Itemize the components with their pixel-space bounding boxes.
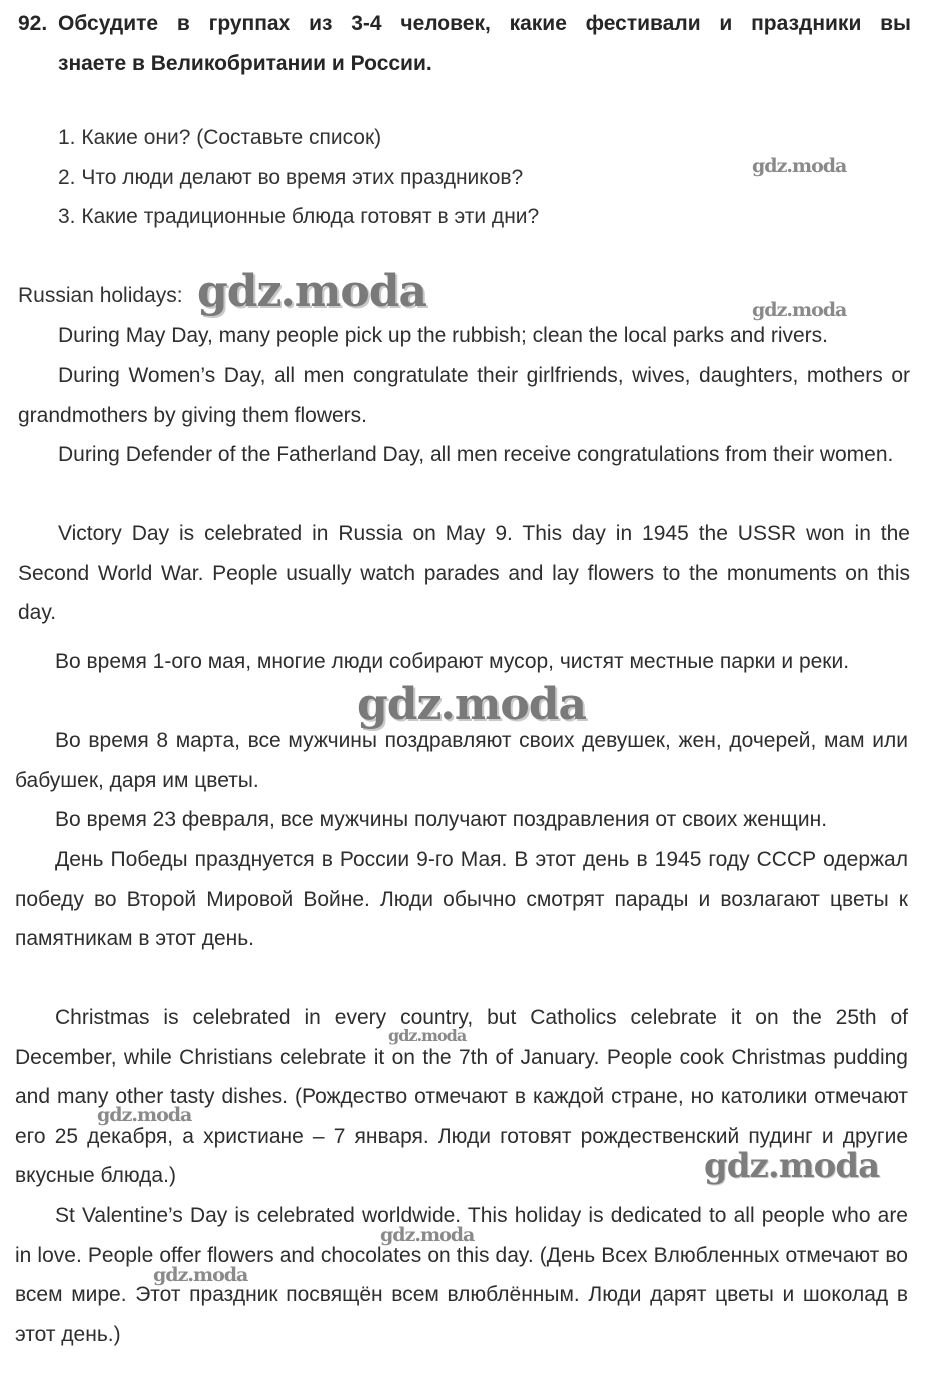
- paragraph-christmas: Christmas is celebrated in every country, but Catholics celebrate it on the 25th of December, while Christians celebrate it on the 7th of January. People cook Christmas pudding and many other tasty dishes. (Рождество отмечают в каждой стране, но католики отмечают его 25 декабря, а христиане – 7 января. Люди готовят рождественский пудинг и другие вкусные блюда.): [15, 1006, 908, 1187]
- paragraph-defender-day-en: During Defender of the Fatherland Day, all men receive congratulations from their women.: [58, 443, 894, 466]
- question-1: 1. Какие они? (Составьте список): [58, 126, 382, 149]
- paragraph-womens-day-en: During Women’s Day, all men congratulate their girlfriends, wives, daughters, mothers or grandmothers by giving them flowers.: [18, 364, 910, 427]
- question-2: 2. Что люди делают во время этих праздников?: [58, 166, 524, 189]
- watermark-logo: gdz.moda: [153, 1264, 248, 1286]
- paragraph-valentine: St Valentine’s Day is celebrated worldwide. This holiday is dedicated to all people who are in love. People offer flowers and chocolates on this day. (День Всех Влюбленных отмечают во всем мире. Этот праздник посвящён всем влюблённым. Люди дарят цветы и шоколад в этот день.): [15, 1204, 908, 1346]
- watermark-logo: gdz.moda: [380, 1224, 475, 1246]
- task-text-line-1: Обсудите в группах из 3-4 человек, какие фестивали и праздники вы: [58, 12, 911, 35]
- paragraph-victory-day-ru: День Победы празднуется в России 9-го Мая. В этот день в 1945 году СССР одержал победу во Второй Мировой Войне. Люди обычно смотрят парады и возлагают цветы к памятникам в этот день.: [15, 848, 908, 950]
- watermark-logo: gdz.moda: [704, 1146, 880, 1186]
- task-line-2: знаете в Великобритании и России.: [58, 52, 432, 75]
- question-3: 3. Какие традиционные блюда готовят в эти дни?: [58, 205, 540, 228]
- paragraph-may-day-ru: Во время 1-ого мая, многие люди собирают мусор, чистят местные парки и реки.: [55, 650, 850, 673]
- watermark-logo: gdz.moda: [752, 299, 847, 321]
- paragraph-defender-day-ru: Во время 23 февраля, все мужчины получают поздравления от своих женщин.: [55, 808, 828, 831]
- watermark-logo: gdz.moda: [388, 1026, 467, 1045]
- task-line-1: [18, 4, 911, 44]
- watermark-logo: gdz.moda: [97, 1104, 192, 1126]
- task-number: 92.: [18, 12, 48, 35]
- paragraph-victory-day-en: Victory Day is celebrated in Russia on May 9. This day in 1945 the USSR won in the Second World War. People usually watch parades and lay flowers to the monuments on this day.: [18, 522, 910, 624]
- watermark-logo: gdz.moda: [357, 679, 587, 730]
- paragraph-may-day-en: During May Day, many people pick up the rubbish; clean the local parks and rivers.: [58, 324, 828, 347]
- task-heading: [18, 4, 911, 84]
- watermark-logo: gdz.moda: [752, 155, 847, 177]
- paragraph-womens-day-ru: Во время 8 марта, все мужчины поздравляют своих девушек, жен, дочерей, мам или бабушек, даря им цветы.: [15, 729, 908, 792]
- watermark-logo: gdz.moda: [197, 266, 427, 317]
- russian-holidays-label: Russian holidays:: [18, 284, 183, 307]
